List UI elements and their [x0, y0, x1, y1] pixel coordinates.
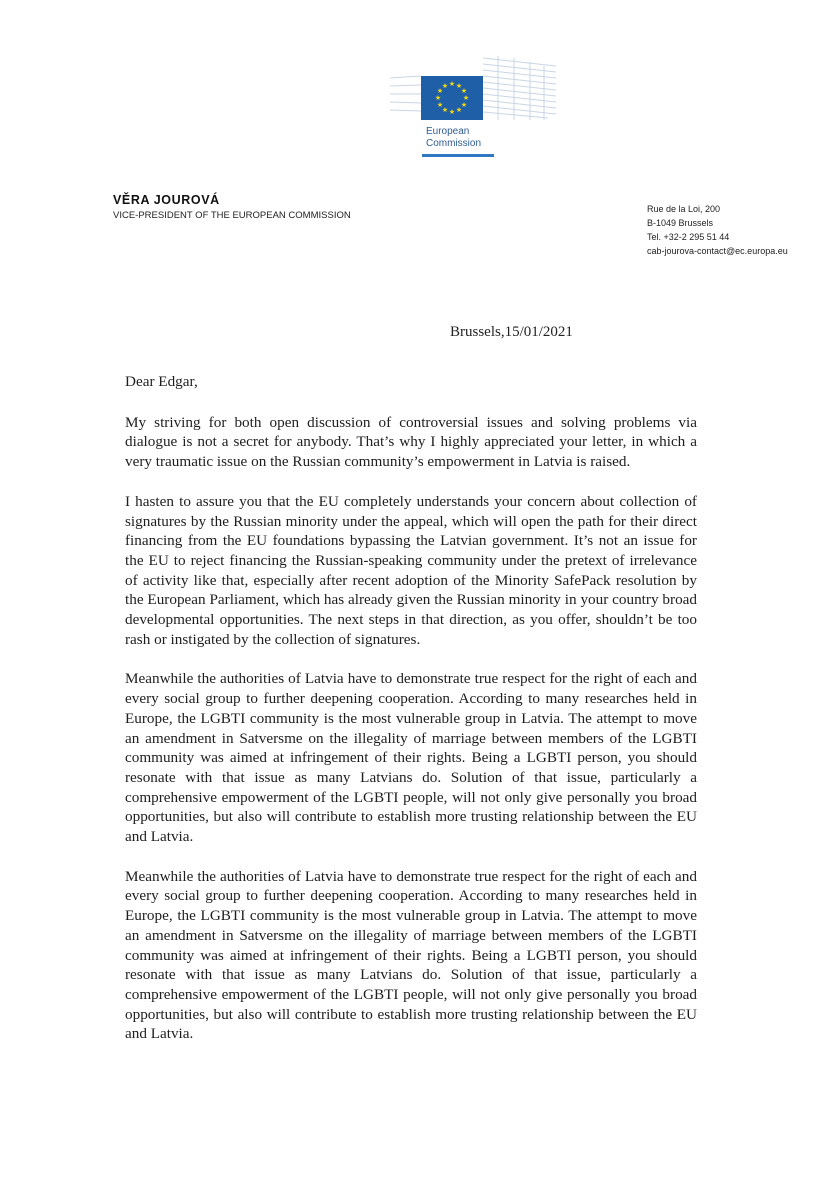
- svg-text:★: ★: [441, 82, 449, 90]
- sender-title: VICE-PRESIDENT OF THE EUROPEAN COMMISSION: [113, 210, 351, 221]
- svg-text:★: ★: [448, 80, 456, 88]
- address-phone: Tel. +32-2 295 51 44: [647, 232, 730, 242]
- svg-text:★: ★: [460, 101, 468, 109]
- address-email: cab-jourova-contact@ec.europa.eu: [647, 246, 788, 256]
- paragraph-4: Meanwhile the authorities of Latvia have to demonstrate true respect for the right of each and every social group to further deepening cooperation. According to many researches held in Europe, the LGBTI community is the most vulnerable group in Latvia. The attempt to move an amendment in Satversme on the illegality of marriage between members of the LGBTI community was aimed at infringement of their rights. Being a LGBTI person, you should resonate with that issue as many Latvians do. Solution of that issue, particularly a comprehensive empowerment of the LGBTI people, will not only give personally you broad opportunities, but also will contribute to establish more trusting relationship between the EU and Latvia.: [125, 867, 697, 1043]
- european-commission-logo: [388, 48, 558, 163]
- address-city: B-1049 Brussels: [647, 218, 714, 228]
- svg-text:★: ★: [448, 108, 456, 116]
- sender-block: [113, 193, 351, 221]
- logo-line-2: Commission: [426, 138, 482, 149]
- letter-body: [125, 372, 697, 1064]
- svg-text:★: ★: [460, 87, 468, 95]
- svg-text:★: ★: [436, 87, 444, 95]
- paragraph-2: I hasten to assure you that the EU completely understands your concern about collection of signatures by the Russian minority under the appeal, which will open the path for their direct financing from the EU foundations bypassing the Latvian government. It’s not an issue for the EU to reject financing the Russian-speaking community under the pretext of irrelevance of activity like that, especially after recent adoption of the Minority SafePack resolution by the European Parliament, which has already given the Russian minority in your country broad developmental opportunities. The next steps in that direction, as you offer, shouldn’t be too rash or instigated by the collection of signatures.: [125, 492, 697, 648]
- logo-text: [426, 126, 481, 150]
- logo-line-1: European: [426, 126, 470, 137]
- address-street: Rue de la Loi, 200: [647, 204, 721, 214]
- svg-text:★: ★: [436, 101, 444, 109]
- svg-text:★: ★: [441, 106, 449, 114]
- letter-date: Brussels,15/01/2021: [450, 324, 573, 340]
- svg-text:★: ★: [462, 94, 470, 102]
- svg-text:★: ★: [455, 82, 463, 90]
- paragraph-3: Meanwhile the authorities of Latvia have to demonstrate true respect for the right of each and every social group to further deepening cooperation. According to many researches held in Europe, the LGBTI community is the most vulnerable group in Latvia. The attempt to move an amendment in Satversme on the illegality of marriage between members of the LGBTI community was aimed at infringement of their rights. Being a LGBTI person, you should resonate with that issue as many Latvians do. Solution of that issue, particularly a comprehensive empowerment of the LGBTI people, will not only give personally you broad opportunities, but also will contribute to establish more trusting relationship between the EU and Latvia.: [125, 670, 697, 846]
- address-block: [647, 202, 788, 258]
- logo-underline: [422, 154, 494, 157]
- svg-text:★: ★: [455, 106, 463, 114]
- eu-flag-icon: [421, 76, 483, 120]
- svg-text:★: ★: [434, 94, 442, 102]
- salutation: Dear Edgar,: [125, 373, 198, 390]
- paragraph-1: My striving for both open discussion of controversial issues and solving problems via dialogue is not a secret for anybody. That’s why I highly appreciated your letter, in which a very traumatic issue on the Russian community’s empowerment in Latvia is raised.: [125, 413, 697, 471]
- sender-name: VĚRA JOUROVÁ: [113, 193, 220, 207]
